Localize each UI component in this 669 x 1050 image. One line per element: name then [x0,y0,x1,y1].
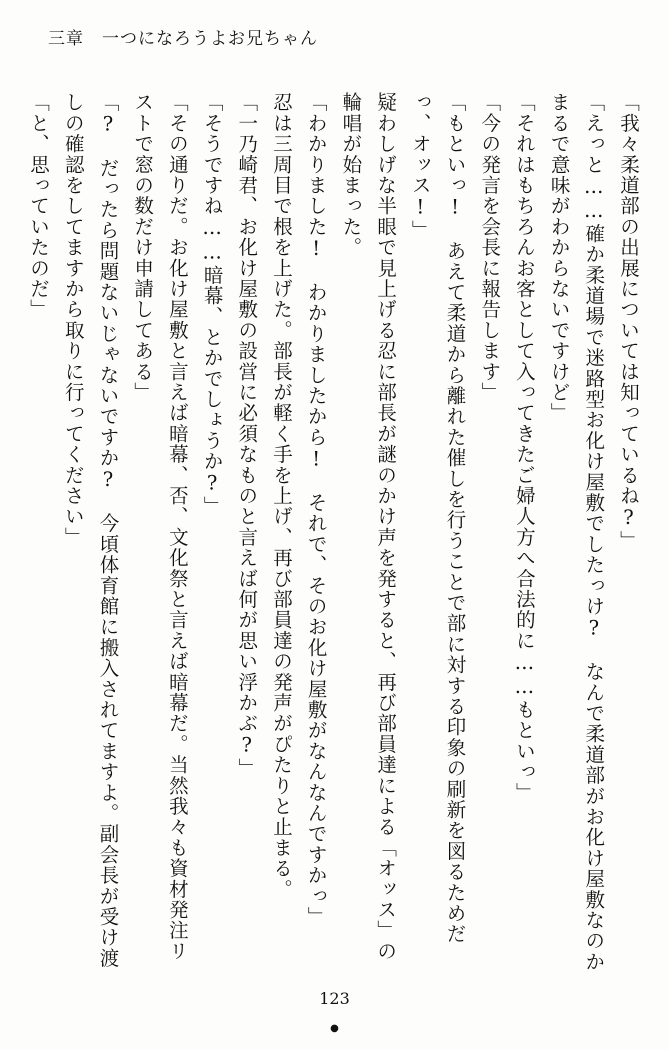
paragraph: 「一乃崎君、お化け屋敷の設営に必須なものと言えば何が思い浮かぶ?」 [235,92,259,779]
chapter-title: 一つになろうよお兄ちゃん [102,29,318,49]
page-header [48,24,318,49]
page-body-text [27,72,645,972]
chapter-number: 三章 [48,29,84,49]
paragraph: 「今の発言を会長に報告します」 [478,92,502,403]
paragraph: 「その通りだ。お化け屋敷と言えば暗幕、否、文化祭と言えば暗幕だ。当然我々も資材発注リストで窓の数だけ申請してある」 [131,92,189,962]
paragraph: 「えっと……確か柔道場で迷路型お化け屋敷でしたっけ? なんで柔道部がお化け屋敷なのかまるで意味がわからないですけど」 [547,92,606,972]
paragraph: 「もといっ! あえて柔道から離れた催しを行うことで部に対する印象の刷新を図るためだっ、オッス!」 [408,92,467,945]
paragraph: 「それはもちろんお客として入ってきたご婦人方へ合法的に……もといっ」 [512,92,536,803]
paragraph: 「と、思っていたのだ」 [27,92,51,320]
page-number: 123 [319,989,350,1008]
paragraph: 「? だったら問題ないじゃないですか? 今頃体育館に搬入されてますよ。副会長が受け渡しの確認をしてますから取りに行ってください」 [61,92,120,969]
paragraph: 「我々柔道部の出展については知っているね?」 [617,92,640,551]
footer-mark: ● [330,1023,339,1034]
paragraph: 疑わしげな半眼で見上げる忍に部長が謎のかけ声を発すると、再び部員達による「オッス」の輪唱が始まった。 [339,92,398,962]
paragraph: 「そうですね……暗幕、とかでしょうか?」 [200,92,224,517]
paragraph: 忍は三周目で根を上げた。部長が軽く手を上げ、再び部員達の発声がぴたりと止まる。 [269,92,293,900]
paragraph: 「わかりました! わかりましたから! それで、そのお化け屋敷がなんなんですかっ」 [304,92,328,927]
